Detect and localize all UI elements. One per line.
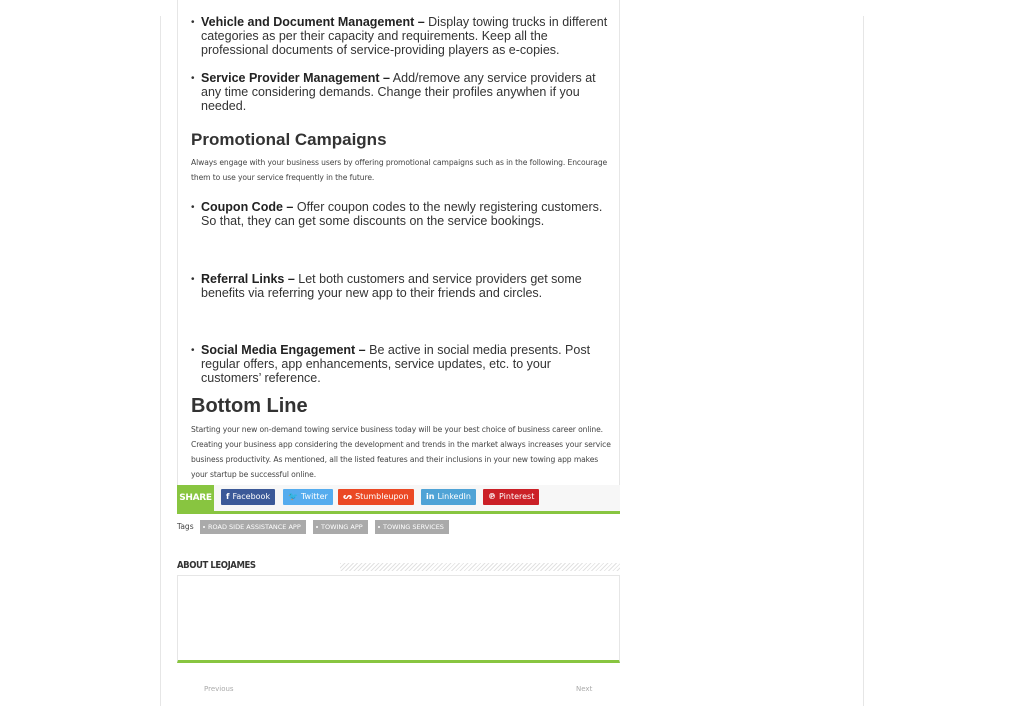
facebook-icon: f	[226, 492, 230, 501]
share-button-label: LinkedIn	[437, 492, 471, 501]
tags-label: Tags	[177, 522, 194, 531]
share-button-label: Pinterest	[499, 492, 535, 501]
bullet-text: Display towing trucks in different categories as per their capacity and requirements. Keep all the professional documents of service-providing players as e-copies.	[201, 15, 608, 57]
list-item	[191, 343, 611, 385]
bullet-bold: Social Media Engagement –	[201, 343, 366, 357]
share-linkedin-button[interactable]	[421, 489, 476, 505]
bullet-bold: Coupon Code –	[201, 200, 294, 214]
stumbleupon-icon: ᔕ	[343, 492, 353, 501]
list-item	[191, 71, 611, 113]
share-button-label: Stumbleupon	[355, 492, 409, 501]
tag-link[interactable]: ROAD SIDE ASSISTANCE APP	[200, 520, 306, 534]
feature-list	[191, 15, 611, 113]
share-facebook-button[interactable]	[221, 489, 275, 505]
list-item	[191, 200, 611, 228]
previous-link[interactable]: Previous	[204, 685, 234, 693]
tag-link[interactable]: TOWING APP	[313, 520, 368, 534]
author-box	[177, 575, 620, 663]
list-item	[191, 15, 611, 57]
about-title: ABOUT LEOJAMES	[177, 560, 261, 571]
share-bar	[177, 485, 620, 514]
heading-stripes	[340, 563, 620, 571]
promo-intro: Always engage with your business users by offering promotional campaigns such as in the following. Encourage them to use your service frequently in the future.	[191, 158, 608, 182]
bullet-bold: Service Provider Management –	[201, 71, 390, 85]
linkedin-icon: in	[426, 492, 435, 501]
article-content	[191, 15, 611, 482]
share-pinterest-button[interactable]	[483, 489, 539, 505]
bullet-bold: Vehicle and Document Management –	[201, 15, 425, 29]
share-twitter-button[interactable]	[283, 489, 333, 505]
bullet-text: Add/remove any service providers at any time considering demands. Change their profiles anywhen if you needed.	[201, 71, 596, 113]
tag-link[interactable]: TOWING SERVICES	[375, 520, 449, 534]
section-heading-promotional: Promotional Campaigns	[191, 130, 387, 149]
about-header	[177, 560, 620, 574]
next-link[interactable]: Next	[576, 685, 593, 693]
share-label: SHARE	[177, 485, 214, 511]
pinterest-icon: ℗	[488, 492, 496, 501]
share-button-label: Facebook	[232, 492, 271, 501]
share-button-label: Twitter	[300, 492, 328, 501]
bottom-line-text: Starting your new on-demand towing service business today will be your best choice of business career online. Creating your business app considering the development and trends in the market always increases your service business productivity. As mentioned, all the listed features and their inclusions in your new towing app makes your startup be successful online.	[191, 425, 611, 479]
section-heading-bottom-line: Bottom Line	[191, 395, 308, 417]
bullet-text: Offer coupon codes to the newly registering customers. So that, they can get some discounts on the service bookings.	[201, 200, 603, 228]
share-stumbleupon-button[interactable]	[338, 489, 414, 505]
bullet-text: Let both customers and service providers get some benefits via referring your new app to their friends and circles.	[201, 272, 582, 300]
promo-list	[191, 200, 611, 385]
twitter-icon: 🐦	[288, 492, 298, 501]
bullet-bold: Referral Links –	[201, 272, 295, 286]
bullet-text: Be active in social media presents. Post regular offers, app enhancements, service updates, etc. to your customers’ reference.	[201, 343, 591, 385]
list-item	[191, 272, 611, 300]
